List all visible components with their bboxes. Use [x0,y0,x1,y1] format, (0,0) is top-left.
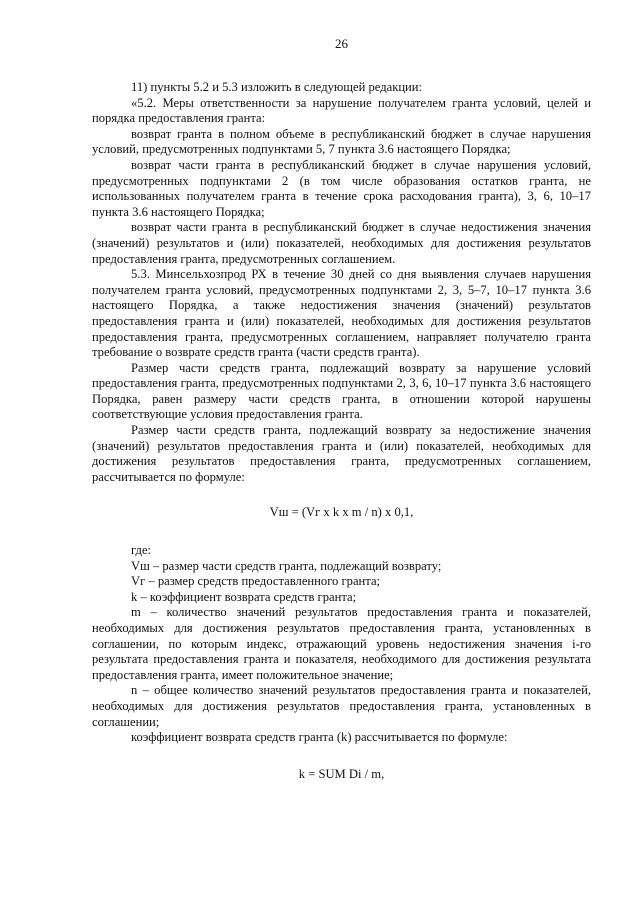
definition-item: Vг – размер средств предоставленного гранта; [131,574,381,589]
paragraph: возврат части гранта в республиканский бюджет в случае нарушения условий, предусмотренных подпунктами 2 (в том числе образования остатков гранта, не использованных получателем гранта в течение срока расходования гранта), 3, 6, 10–17 пункта 3.6 настоящего Порядка; [92,157,591,219]
page-number: 26 [335,36,348,51]
definition-item: где: [131,543,152,558]
formula-return-amount: Vш = (Vг x k x m / n) x 0,1, [269,505,414,520]
paragraph: «5.2. Меры ответственности за нарушение получателем гранта условий, целей и порядка предоставления гранта: [92,95,591,126]
paragraph: возврат части гранта в республиканский бюджет в случае недостижения значения (значений) результатов и (или) показателей, необходимых для достижения результатов предоставления гранта, предусмотренных соглашением. [92,220,591,266]
document-body [92,80,591,782]
definition-item: Vш – размер части средств гранта, подлежащий возврату; [131,558,442,573]
formula-coefficient: k = SUM Di / m, [298,766,385,781]
definition-item: n – общее количество значений результатов предоставления гранта и показателей, необходимых для достижения результатов предоставления гранта, установленных в соглашении; [92,683,591,729]
paragraph: возврат гранта в полном объеме в республиканский бюджет в случае нарушения условий, предусмотренных подпунктами 5, 7 пункта 3.6 настоящего Порядка; [92,126,591,157]
paragraph: Размер части средств гранта, подлежащий возврату за нарушение условий предоставления гранта, предусмотренных подпунктами 2, 3, 6, 10–17 пункта 3.6 настоящего Порядка, равен размеру части средств гранта, в отношении которой нарушены соответствующие условия предоставления гранта. [92,360,591,422]
paragraph: 11) пункты 5.2 и 5.3 изложить в следующей редакции: [131,80,423,94]
definition-item: k – коэффициент возврата средств гранта; [131,589,357,604]
paragraph: 5.3. Минсельхозпрод РХ в течение 30 дней со дня выявления случаев нарушения получателем гранта условий, предусмотренных подпунктами 2, 3, 5–7, 10–17 пункта 3.6 настоящего Порядка, а также недостижения значения (значений) результатов предоставления гранта и (или) показателей, необходимых для достижения результатов предоставления гранта, предусмотренных соглашением, направляет получателю гранта требование о возврате средств гранта (части средств гранта). [92,267,591,360]
paragraph: Размер части средств гранта, подлежащий возврату за недостижение значения (значений) результатов предоставления гранта и (или) показателей, необходимых для достижения результатов предоставления гранта, предусмотренных соглашением, рассчитывается по формуле: [92,423,591,484]
definition-item: коэффициент возврата средств гранта (k) рассчитывается по формуле: [131,730,508,745]
definition-item: m – количество значений результатов предоставления гранта и показателей, необходимых для достижения результатов предоставления гранта, установленных в соглашении, по которым индекс, отражающий уровень недостижения значения i-го результата предоставления гранта и показателя, необходимого для достижения результата предоставления гранта, имеет положительное значение; [92,605,591,682]
